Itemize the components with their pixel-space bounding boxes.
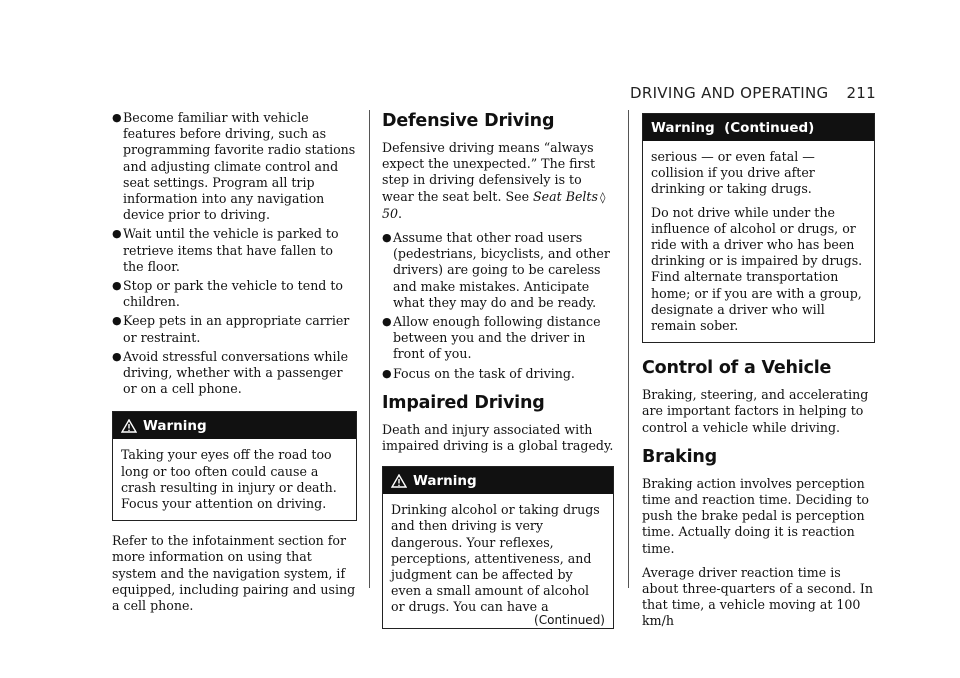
list-item: ● Allow enough following distance between you and the driver in front of you. (382, 314, 601, 362)
warning-box (382, 466, 614, 628)
warning-title: Warning (413, 472, 477, 489)
section-title: DRIVING AND OPERATING (630, 84, 829, 102)
warning-header (643, 114, 874, 141)
bullet-icon: ● (112, 111, 122, 124)
bullet-icon: ● (112, 314, 122, 328)
continued-label: (Continued) (534, 612, 605, 627)
warning-header (383, 467, 613, 494)
column-1 (112, 110, 357, 622)
warning-title: Warning (143, 417, 207, 434)
section-heading: Braking (642, 446, 718, 467)
list-item: ● Become familiar with vehicle features before driving, such as programming favorite radio stations and adjusting climate control and seat settings. Program all trip information into any navigation device prior to driving. (112, 110, 356, 223)
bullet-icon: ● (382, 315, 392, 329)
warning-text: serious — or even fatal — collision if you drive after drinking or taking drugs. (651, 149, 815, 197)
section-heading: Impaired Driving (382, 392, 545, 413)
bullet-icon: ● (112, 279, 122, 293)
list-item: ● Avoid stressful conversations while driving, whether with a passenger or on a cell phone. (112, 348, 349, 397)
section-heading: Control of a Vehicle (642, 358, 832, 379)
column-divider (628, 110, 629, 588)
list-item: ● Assume that other road users (pedestrians, bicyclists, and other drivers) are going to be careless and make mistakes. Anticipate what they may do and be ready. (382, 230, 610, 310)
section-heading: Defensive Driving (382, 111, 555, 131)
reference-page-number: 50 (382, 205, 399, 221)
bullet-icon: ● (112, 227, 122, 241)
warning-header (113, 412, 356, 439)
warning-text: Do not drive while under the influence of alcohol or drugs, or ride with a driver who has been drinking or is impaired by drugs. Find alternate transportation home; or if you are with a group, designate a driver who will remain sober. (651, 204, 863, 334)
paragraph: Defensive driving means “always expect the unexpected.” The first step in driving defensively is to wear the seat belt. See Seat Belts ◊50. (382, 140, 606, 221)
paragraph: Average driver reaction time is about three-quarters of a second. In that time, a vehicle moving at 100 km/h (642, 564, 873, 629)
bullet-icon: ● (112, 349, 122, 363)
paragraph: Death and injury associated with impaired driving is a global tragedy. (382, 421, 614, 454)
column-divider (369, 110, 370, 588)
page-reference-icon: ◊ (599, 190, 606, 204)
bullet-list (382, 230, 614, 382)
warning-text: Taking your eyes off the road too long or too often could cause a crash resulting in injury or death. Focus your attention on driving. (121, 447, 337, 512)
list-item: ● Focus on the task of driving. (382, 365, 575, 381)
column-3 (642, 110, 875, 638)
bullet-icon: ● (382, 231, 392, 245)
warning-box (112, 411, 357, 521)
list-item: ● Stop or park the vehicle to tend to children. (112, 278, 344, 310)
paragraph: Braking action involves perception time and reaction time. Deciding to push the brake pedal is perception time. Actually doing it is reaction time. (642, 475, 870, 556)
bullet-icon: ● (382, 366, 392, 380)
running-header (630, 84, 876, 102)
list-item: ● Keep pets in an appropriate carrier or restraint. (112, 313, 350, 345)
list-item: ● Wait until the vehicle is parked to retrieve items that have fallen to the floor. (112, 226, 339, 274)
warning-triangle-icon (391, 474, 407, 488)
paragraph: Braking, steering, and accelerating are important factors in helping to control a vehicle while driving. (642, 387, 869, 435)
page-number: 211 (846, 84, 876, 102)
warning-text: Drinking alcohol or taking drugs and then driving is very dangerous. Your reflexes, perceptions, attentiveness, and judgment can be affected by even a small amount of alcohol or drugs. You can have a (391, 502, 600, 615)
warning-box-continued (642, 113, 875, 343)
warning-title: Warning (Continued) (651, 119, 815, 136)
column-2 (382, 110, 614, 641)
cross-reference-link[interactable]: Seat Belts (533, 188, 598, 204)
bullet-list (112, 110, 357, 397)
warning-triangle-icon (121, 419, 137, 433)
paragraph: Refer to the infotainment section for more information on using that system and the navigation system, if equipped, including pairing and using a cell phone. (112, 533, 356, 614)
